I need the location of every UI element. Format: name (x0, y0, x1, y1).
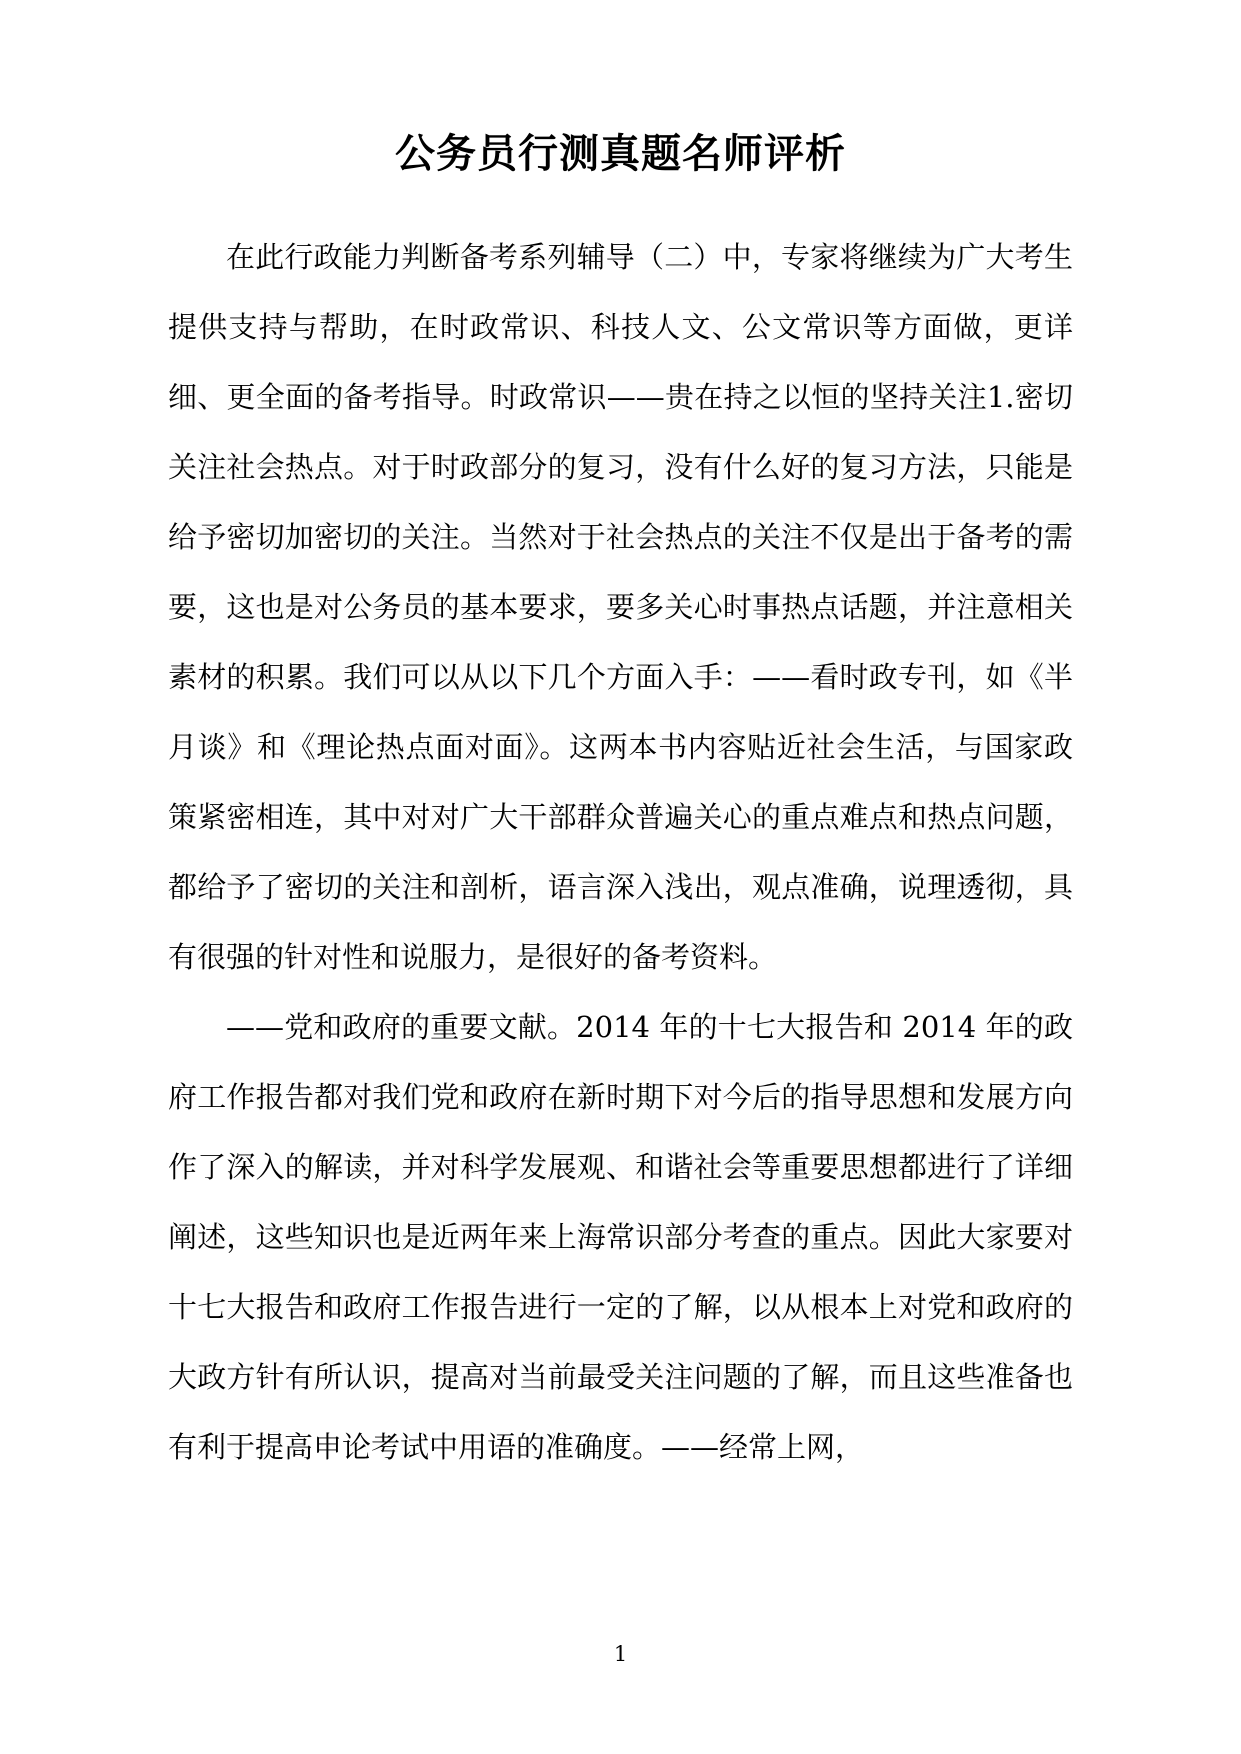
document-body (168, 222, 1073, 1482)
page-number: 1 (613, 1642, 628, 1666)
paragraph: 在此行政能力判断备考系列辅导（二）中，专家将继续为广大考生提供支持与帮助，在时政常识、科技人文、公文常识等方面做，更详细、更全面的备考指导。时政常识——贵在持之以恒的坚持关注1.密切关注社会热点。对于时政部分的复习，没有什么好的复习方法，只能是给予密切加密切的关注。当然对于社会热点的关注不仅是出于备考的需要，这也是对公务员的基本要求，要多关心时事热点话题，并注意相关素材的积累。我们可以从以下几个方面入手：——看时政专刊，如《半月谈》和《理论热点面对面》。这两本书内容贴近社会生活，与国家政策紧密相连，其中对对广大干部群众普遍关心的重点难点和热点问题，都给予了密切的关注和剖析，语言深入浅出，观点准确，说理透彻，具有很强的针对性和说服力，是很好的备考资料。 (168, 240, 1073, 974)
paragraph: ——党和政府的重要文献。2014 年的十七大报告和 2014 年的政府工作报告都对我们党和政府在新时期下对今后的指导思想和发展方向作了深入的解读，并对科学发展观、和谐社会等重要思想都进行了详细阐述，这些知识也是近两年来上海常识部分考查的重点。因此大家要对十七大报告和政府工作报告进行一定的了解，以从根本上对党和政府的大政方针有所认识，提高对当前最受关注问题的了解，而且这些准备也有利于提高申论考试中用语的准确度。——经常上网， (168, 1010, 1073, 1464)
document-title: 公务员行测真题名师评析 (395, 130, 846, 177)
